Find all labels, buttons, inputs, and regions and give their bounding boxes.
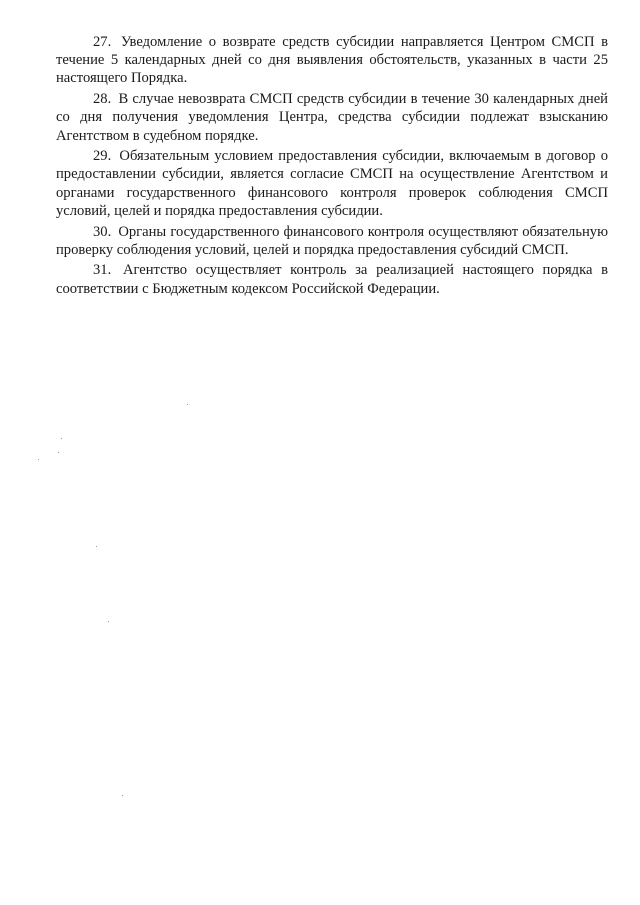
scan-speck [61,438,62,439]
paragraph-28 [56,90,608,145]
scan-speck [122,795,123,796]
paragraph-text: Агентство осуществляет контроль за реализацией настоящего порядка в соответствии с Бюджетным кодексом Российской Федерации. [56,262,608,297]
paragraph-30 [56,223,608,259]
paragraph-31 [56,261,608,297]
paragraph-text: Обязательным условием предоставления субсидии, включаемым в договор о предоставлении субсидии, является согласие СМСП на осуществление Агентством и органами государственного финансового контроля проверок соблюдения СМСП условий, целей и порядка предоставления субсидии. [56,148,608,219]
paragraph-text: Органы государственного финансового контроля осуществляют обязательную проверку соблюдения условий, целей и порядка предоставления субсидий СМСП. [56,223,608,258]
paragraph-number: 31. [93,262,112,279]
scan-speck [108,621,109,622]
paragraph-number: 29. [93,148,112,165]
paragraph-29 [56,147,608,220]
scan-speck [187,404,188,405]
paragraph-27 [56,33,608,88]
paragraph-number: 28. [93,91,112,108]
scan-speck [96,546,97,547]
scan-speck [58,452,59,453]
paragraph-text: В случае невозврата СМСП средств субсидии в течение 30 календарных дней со дня получения уведомления Центра, средства субсидии подлежат взысканию Агентством в судебном порядке. [56,91,608,144]
document-body [56,33,608,300]
paragraph-number: 30. [93,223,112,240]
scan-speck [38,459,39,460]
paragraph-text: Уведомление о возврате средств субсидии направляется Центром СМСП в течение 5 календарных дней со дня выявления обстоятельств, указанных в части 25 настоящего Порядка. [56,34,608,87]
paragraph-number: 27. [93,34,112,50]
